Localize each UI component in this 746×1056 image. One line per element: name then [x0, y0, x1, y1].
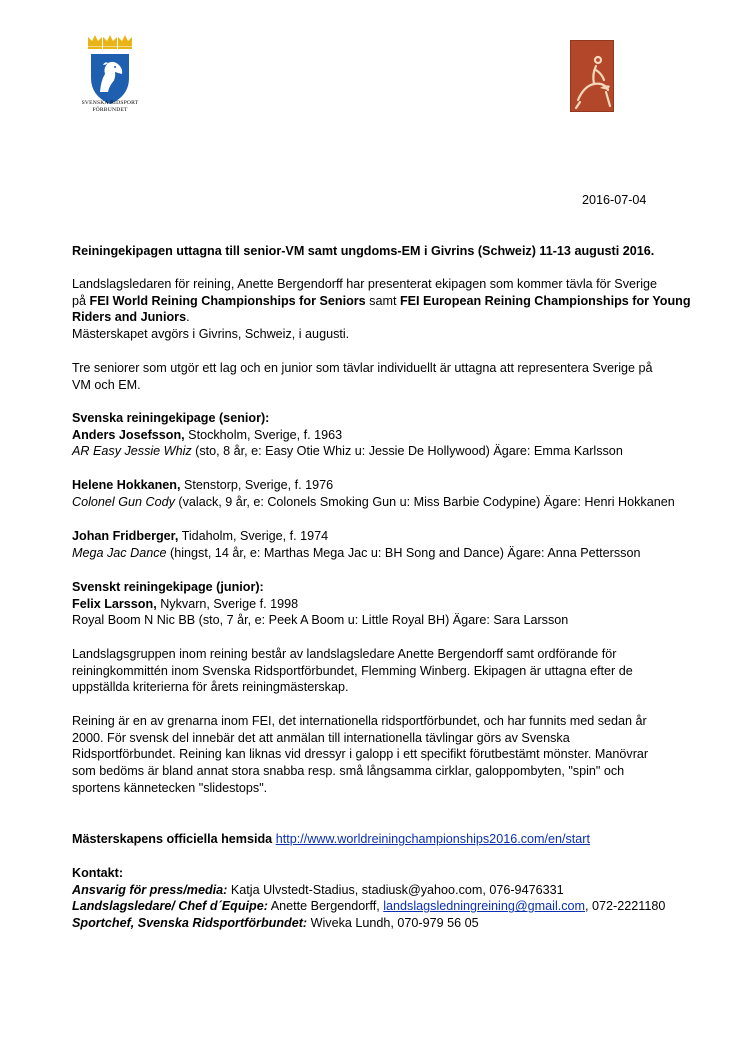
horse-details: (sto, 8 år, e: Easy Otie Whiz u: Jessie De Hollywood) Ägare: Emma Karlsson	[191, 444, 623, 459]
paragraph-line: Ridsportförbundet. Reining kan liknas vid dressyr i galopp i ett specifikt förutbestämt mönster. Manövrar	[72, 747, 649, 762]
logo-caption-line2: FÖRBUNDET	[92, 107, 128, 113]
rider-name: Johan Fridberger,	[72, 529, 179, 543]
horse-name: Colonel Gun Cody	[72, 494, 175, 509]
senior-rider-block	[72, 477, 675, 510]
rider-name: Felix Larsson,	[72, 596, 157, 611]
rider-info: Nykvarn, Sverige f. 1998	[156, 596, 299, 611]
horse-name: Mega Jac Dance	[72, 545, 167, 560]
reining-paragraph	[72, 713, 672, 797]
contact-phone: , 072-2221180	[585, 899, 666, 914]
horse-line	[72, 443, 672, 460]
selection-line: Tre seniorer som utgör ett lag och en junior som tävlar individuellt är uttagna att representera Sverige på	[72, 361, 653, 375]
senior-section-title: Svenska reiningekipage (senior):	[72, 411, 270, 425]
contact-line-press	[72, 882, 672, 899]
rider-name: Helene Hokkanen,	[72, 478, 181, 492]
rider-name: Anders Josefsson,	[72, 427, 185, 442]
paragraph-line: sportens kännetecken "slidestops".	[72, 780, 268, 795]
logo-caption-line1: SVENSKA RIDSPORT	[81, 100, 139, 106]
rider-line	[72, 528, 672, 545]
contact-line-sport	[72, 915, 672, 932]
intro-line: Mästerskapet avgörs i Givrins, Schweiz, i augusti.	[72, 327, 350, 342]
paragraph-line: som bedöms är bland annat stora snabba resp. små långsamma cirklar, galoppombyten, "spin" och	[72, 764, 625, 779]
junior-section	[72, 579, 672, 629]
selection-line: VM och EM.	[72, 377, 141, 392]
paragraph-line: reiningkommittén inom Svenska Ridsportförbundet, Flemming Winberg. Ekipagen är uttagna efter de	[72, 663, 633, 678]
intro-line: Landslagsledaren för reining, Anette Bergendorff har presenterat ekipagen som kommer tävla för Sverige	[72, 277, 658, 291]
selection-paragraph	[72, 360, 672, 393]
contact-details: Wiveka Lundh, 070-979 56 05	[307, 916, 479, 931]
rider-line	[72, 427, 672, 444]
website-label: Mästerskapens officiella hemsida	[72, 832, 273, 846]
intro-text: på	[72, 293, 90, 308]
paragraph-line: Reining är en av grenarna inom FEI, det internationella ridsportförbundet, och har funnits med sedan år	[72, 714, 647, 728]
website-line	[72, 831, 672, 848]
horse-line	[72, 545, 672, 562]
rider-info: Stenstorp, Sverige, f. 1976	[180, 478, 334, 492]
svenska-ridsportforbundet-logo	[70, 32, 150, 122]
senior-section	[72, 410, 672, 460]
intro-text: samt	[365, 293, 400, 308]
press-release-heading: Reiningekipagen uttagna till senior-VM samt ungdoms-EM i Givrins (Schweiz) 11-13 augusti 2016.	[72, 244, 655, 258]
team-group-paragraph	[72, 646, 672, 696]
championship-name-young-cont: Riders and Juniors	[72, 310, 187, 325]
rider-line	[72, 596, 672, 613]
contact-role: Sportchef, Svenska Ridsportförbundet:	[72, 916, 308, 931]
intro-line	[72, 309, 672, 326]
contact-line-leader	[72, 898, 672, 915]
junior-section-title: Svenskt reiningekipage (junior):	[72, 580, 264, 594]
horse-details: (valack, 9 år, e: Colonels Smoking Gun u: Miss Barbie Codypine) Ägare: Henri Hokkanen	[174, 494, 675, 509]
horse-line	[72, 494, 675, 511]
reining-rider-emblem	[570, 40, 614, 112]
championship-name-seniors: FEI World Reining Championships for Seniors	[89, 293, 366, 308]
rider-info: Stockholm, Sverige, f. 1963	[184, 427, 343, 442]
document-date: 2016-07-04	[582, 193, 647, 207]
horse-details: (hingst, 14 år, e: Marthas Mega Jac u: BH Song and Dance) Ägare: Anna Pettersson	[166, 545, 641, 560]
paragraph-line: Landslagsgruppen inom reining består av landslagsledare Anette Bergendorff samt ordförande för	[72, 647, 617, 661]
contact-title: Kontakt:	[72, 866, 124, 880]
rider-info: Tidaholm, Sverige, f. 1974	[178, 529, 329, 543]
contact-role: Ansvarig för press/media:	[72, 882, 228, 897]
leader-email-link[interactable]: landslagsledningreining@gmail.com	[383, 899, 586, 914]
crowns-shield-emblem	[70, 32, 150, 108]
intro-line	[72, 293, 691, 310]
contact-role: Landslagsledare/ Chef d´Equipe:	[72, 899, 268, 914]
paragraph-line: uppställda kriterierna för årets reiningmästerskap.	[72, 680, 349, 695]
rider-line	[72, 477, 672, 494]
horse-line: Royal Boom N Nic BB (sto, 7 år, e: Peek A Boom u: Little Royal BH) Ägare: Sara Larsson	[72, 613, 569, 628]
championship-name-young: FEI European Reining Championships for Young	[399, 293, 691, 308]
reining-championship-logo	[570, 40, 614, 112]
contact-details: Anette Bergendorff,	[267, 899, 384, 914]
intro-text: .	[186, 310, 190, 325]
contact-section	[72, 865, 672, 932]
contact-details: Katja Ulvstedt-Stadius, stadiusk@yahoo.com, 076-9476331	[227, 882, 564, 897]
website-link[interactable]: http://www.worldreiningchampionships2016.com/en/start	[275, 832, 590, 846]
paragraph-line: 2000. För svensk del innebär det att anmälan till internationella tävlingar görs av Svenska	[72, 730, 570, 745]
senior-rider-block	[72, 528, 672, 561]
horse-name: AR Easy Jessie Whiz	[72, 444, 192, 459]
intro-paragraph	[72, 276, 691, 343]
